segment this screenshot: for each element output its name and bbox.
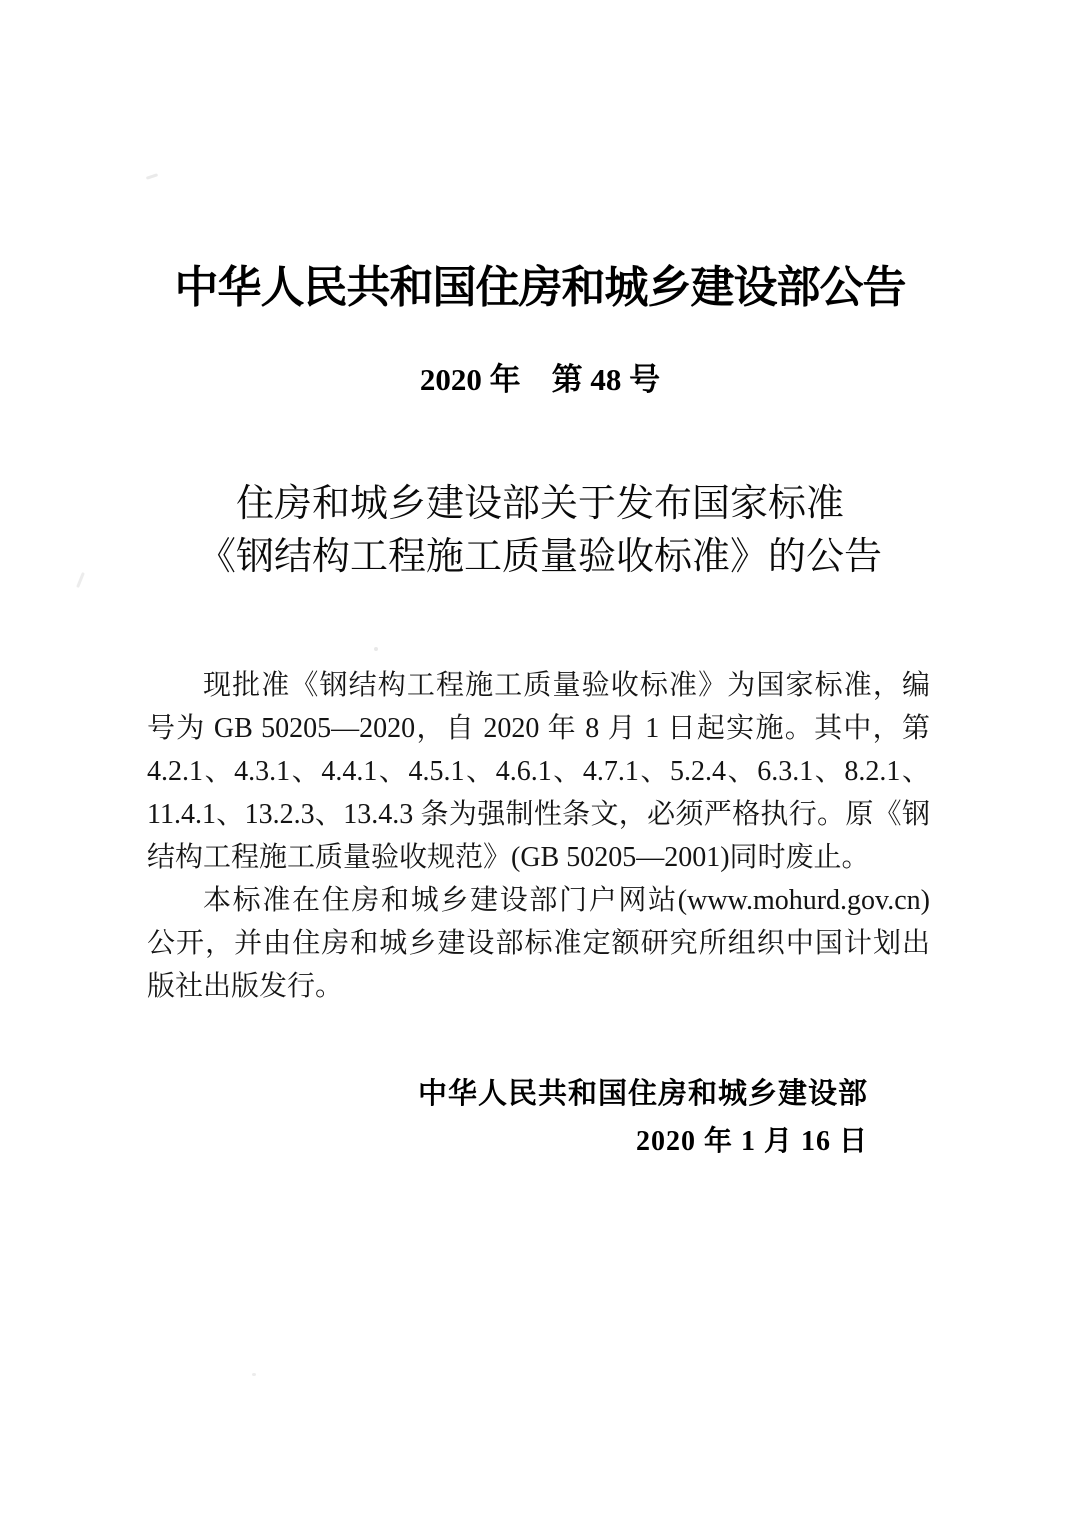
issue-date: 2020 年 1 月 16 日	[635, 1126, 868, 1157]
scan-artifact	[146, 173, 158, 180]
subtitle-line-2: 《钢结构工程施工质量验收标准》的公告	[197, 536, 882, 578]
body-paragraph-2: 本标准在住房和城乡建设部门户网站(www.mohurd.gov.cn)公开，并由住房和城乡建设部标准定额研究所组织中国计划出版社出版发行。	[147, 885, 930, 1002]
issuing-authority: 中华人民共和国住房和城乡建设部	[417, 1078, 868, 1110]
announcement-body	[147, 664, 930, 1008]
document-title: 中华人民共和国住房和城乡建设部公告	[174, 263, 906, 312]
signature-block	[418, 1071, 868, 1165]
issue-number: 2020 年 第 48 号	[419, 362, 661, 397]
subtitle-line-1: 住房和城乡建设部关于发布国家标准	[235, 483, 844, 525]
scan-artifact	[252, 1373, 256, 1376]
announcement-subtitle	[0, 478, 1080, 584]
scan-artifact	[374, 647, 378, 651]
body-paragraph-1: 现批准《钢结构工程施工质量验收标准》为国家标准，编号为 GB 50205—2020，自 2020 年 8 月 1 日起实施。其中，第 4.2.1、4.3.1、4.4.1、4.5.1、4.6.1、4.7.1、5.2.4、6.3.1、8.2.1、11.4.1、13.2.3、13.4.3 条为强制性条文，必须严格执行。原《钢结构工程施工质量验收规范》(GB 50205—2001)同时废止。	[147, 670, 930, 873]
